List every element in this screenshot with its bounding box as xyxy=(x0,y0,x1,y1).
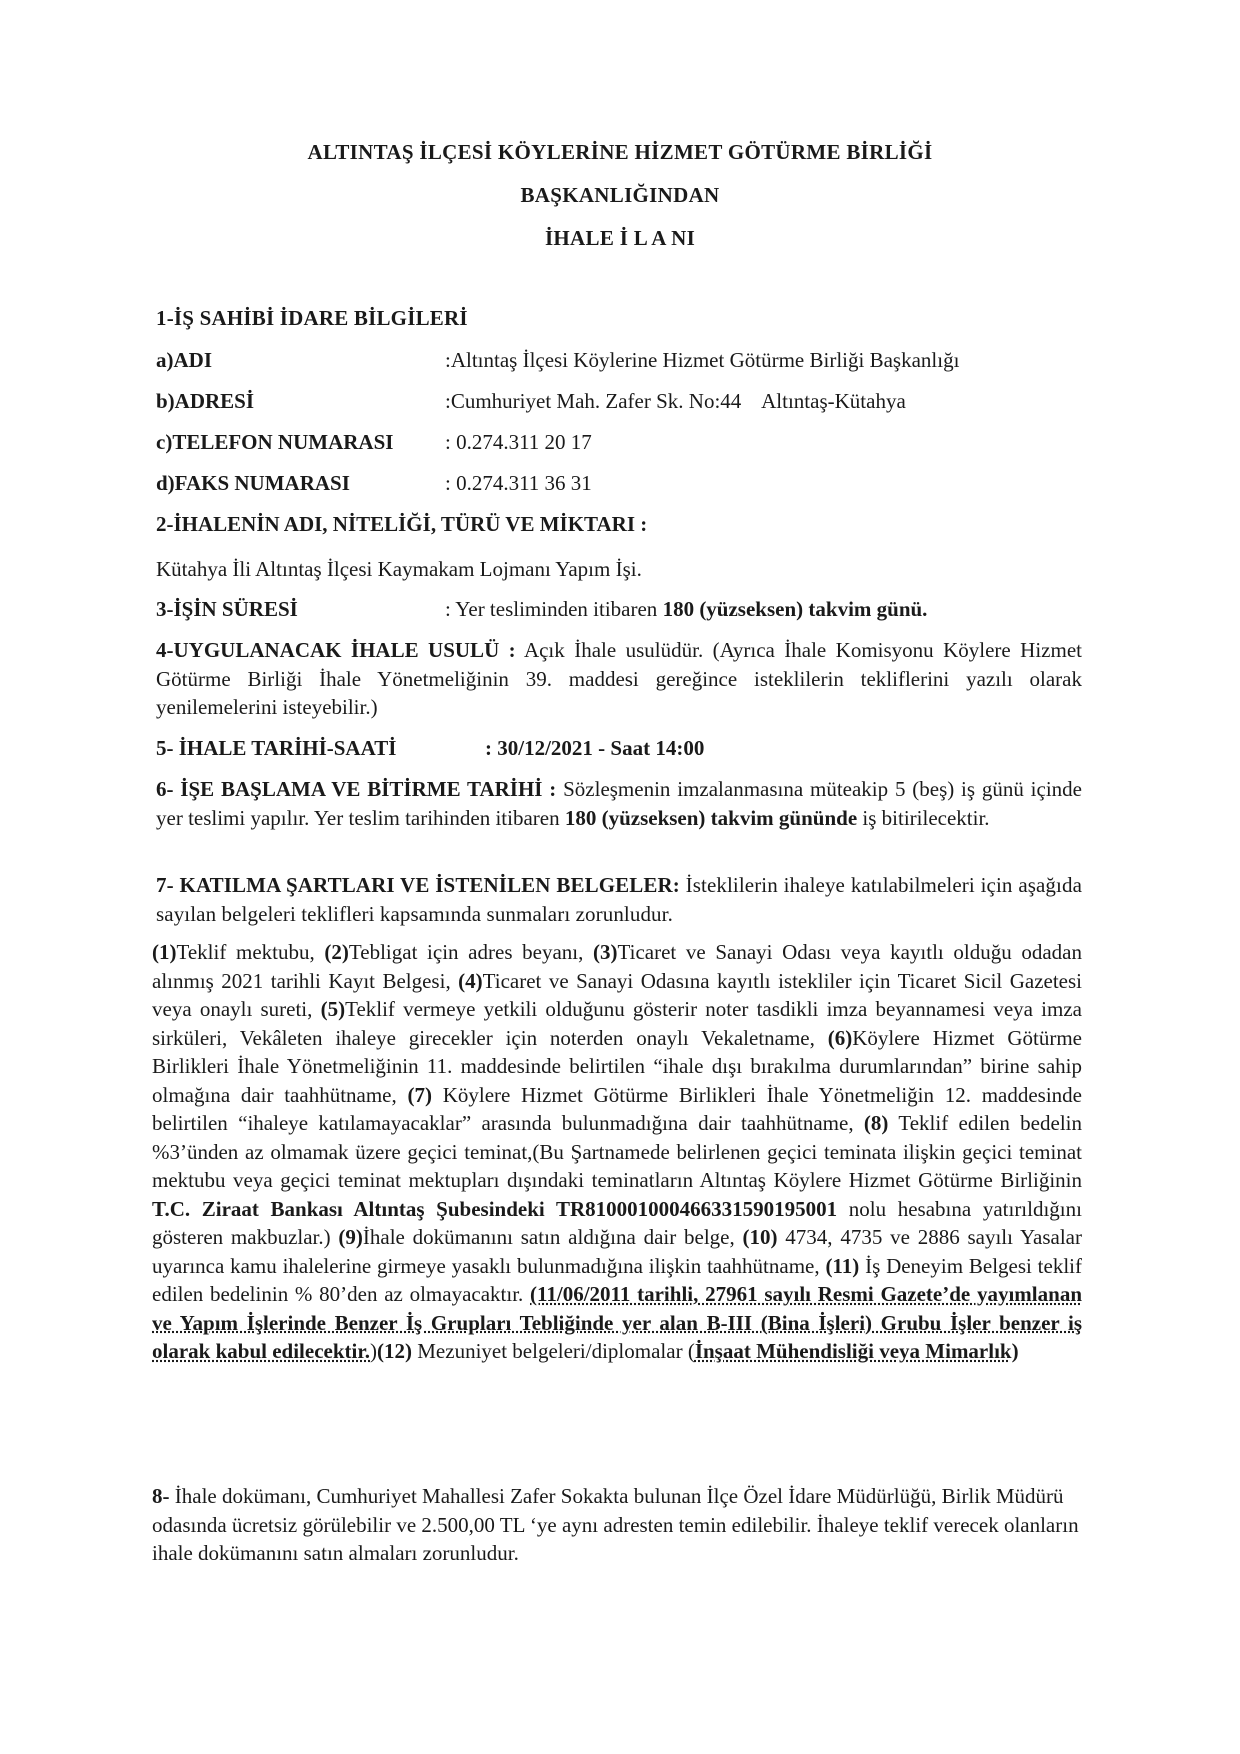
doc-num-5: (5) xyxy=(320,997,346,1021)
doc-num-3: (3) xyxy=(593,940,618,964)
documents-list xyxy=(152,938,1082,1366)
section8-text: İhale dokümanı, Cumhuriyet Mahallesi Zafer Sokakta bulunan İlçe Özel İdare Müdürlüğü, Birlik Müdürü odasında ücretsiz görülebilir ve 2.500,00 TL ‘ye aynı adresten temin edilebilir. İhaleye teklif verecek olanların ihale dokümanını satın almaları zorunludur. xyxy=(152,1484,1079,1565)
doc-text-11-underlined: (11/06/2011 tarihli, 27961 sayılı Resmi Gazete’de yayımlanan ve Yapım İşlerinde Benzer İş Grupları Tebliğinde yer alan B-III (Bina İşleri) Grubu İşler benzer iş olarak kabul edilecektir. xyxy=(152,1282,1082,1363)
section7-paragraph xyxy=(156,871,1082,928)
section3-value-bold: 180 (yüzseksen) takvim günü. xyxy=(662,597,928,621)
doc-text-3: Ticaret ve Sanayi Odası veya kayıtlı olduğu odadan alınmış 2021 tarihli Kayıt Belgesi, xyxy=(152,940,1083,993)
address-label: b)ADRESİ xyxy=(156,389,255,413)
section6-label: 6- İŞE BAŞLAMA VE BİTİRME TARİHİ : xyxy=(156,777,557,801)
section8-label: 8- xyxy=(152,1484,170,1508)
header-line-3: İHALE İ L A NI xyxy=(544,226,696,250)
doc-num-4: (4) xyxy=(458,968,483,993)
name-label: a)ADI xyxy=(156,348,212,372)
section2-title: 2-İHALENİN ADI, NİTELİĞİ, TÜRÜ VE MİKTARI : xyxy=(156,512,648,536)
section6-text-2: iş bitirilecektir. xyxy=(857,805,990,830)
section2-text: Kütahya İli Altıntaş İlçesi Kaymakam Lojmanı Yapım İşi. xyxy=(156,557,642,581)
doc-text-4: Ticaret ve Sanayi Odasına kayıtlı istekliler için Ticaret Sicil Gazetesi veya onaylı sureti, xyxy=(152,968,1082,1021)
section1-title: 1-İŞ SAHİBİ İDARE BİLGİLERİ xyxy=(156,306,468,330)
doc-num-2: (2) xyxy=(324,940,349,964)
address-value: :Cumhuriyet Mah. Zafer Sk. No:44 Altıntaş-Kütahya xyxy=(445,389,906,413)
doc-text-10: 4734, 4735 ve 2886 sayılı Yasalar uyarınca kamu ihalelerine girmeye yasaklı bulunmadığına ilişkin taahhütname, xyxy=(152,1225,1082,1278)
doc-num-8: (8) xyxy=(863,1111,889,1135)
doc-num-11: (11) xyxy=(825,1253,860,1278)
doc-text-8: Teklif edilen bedelin %3’ünden az olmamak üzere geçici teminat,(Bu Şartnamede belirlenen geçici teminata ilişkin geçici teminat mektubu veya geçici teminat mektupları dışındaki teminatların Altıntaş Köylere Hizmet Götürme Birliğinin xyxy=(152,1111,1082,1192)
section4-paragraph xyxy=(156,636,1082,722)
section7-text: İsteklilerin ihaleye katılabilmeleri için aşağıda sayılan belgeleri teklifleri kapsamında sunmaları zorunludur. xyxy=(156,873,1082,926)
doc-num-6: (6) xyxy=(827,1025,853,1050)
doc-text-11-end: ) xyxy=(370,1339,377,1363)
section6-paragraph xyxy=(156,775,1082,832)
doc-text-1: Teklif mektubu, xyxy=(176,940,325,964)
bank-account: T.C. Ziraat Bankası Altıntaş Şubesindeki TR810001000466331590195001 xyxy=(152,1196,838,1221)
section3-value xyxy=(445,597,927,622)
doc-text-2: Tebligat için adres beyanı, xyxy=(348,940,594,964)
doc-num-1: (1) xyxy=(152,940,177,964)
doc-num-7: (7) xyxy=(407,1082,432,1107)
doc-num-9: (9) xyxy=(338,1225,363,1249)
doc-num-12: (12) xyxy=(377,1339,412,1363)
section5-label: 5- İHALE TARİHİ-SAATİ xyxy=(156,736,397,760)
doc-text-5: Teklif vermeye yetkili olduğunu gösterir noter tasdikli imza beyannamesi veya imza sirküleri, Vekâleten ihaleye girecekler için noterden onaylı Vekaletname, xyxy=(152,997,1082,1050)
section3-label: 3-İŞİN SÜRESİ xyxy=(156,597,298,621)
doc-text-12-underlined: İnşaat Mühendisliği veya Mimarlık) xyxy=(694,1339,1019,1363)
doc-text-6: Köylere Hizmet Götürme Birlikleri İhale Yönetmeliğinin 11. maddesinde belirtilen “ihale dışı bırakılma durumlarından” birine sahip olmağına dair taahhütname, xyxy=(152,1025,1082,1107)
doc-text-7: Köylere Hizmet Götürme Birlikleri İhale Yönetmeliğin 12. maddesinde belirtilen “ihaleye katılamayacaklar” arasında bulunmadığına dair taahhütname, xyxy=(152,1082,1082,1135)
fax-value: : 0.274.311 36 31 xyxy=(445,471,592,495)
phone-label: c)TELEFON NUMARASI xyxy=(156,430,394,454)
section5-value: : 30/12/2021 - Saat 14:00 xyxy=(485,736,705,760)
name-value: :Altıntaş İlçesi Köylerine Hizmet Götürme Birliği Başkanlığı xyxy=(445,348,960,372)
section4-label: 4-UYGULANACAK İHALE USULÜ : xyxy=(156,638,516,662)
doc-text-12: Mezuniyet belgeleri/diplomalar ( xyxy=(412,1339,695,1363)
doc-text-8b: nolu hesabına yatırıldığını gösteren makbuzlar.) xyxy=(152,1196,1082,1249)
section6-text-1: Sözleşmenin imzalanmasına müteakip 5 (beş) iş günü içinde yer teslimi yapılır. Yer teslim tarihinden itibaren xyxy=(156,777,1082,830)
section6-duration: 180 (yüzseksen) takvim gününde xyxy=(564,805,858,830)
header-line-2: BAŞKANLIĞINDAN xyxy=(520,183,720,207)
phone-value: : 0.274.311 20 17 xyxy=(445,430,592,454)
fax-label: d)FAKS NUMARASI xyxy=(156,471,350,495)
doc-num-10: (10) xyxy=(742,1225,778,1249)
header-line-1: ALTINTAŞ İLÇESİ KÖYLERİNE HİZMET GÖTÜRME BİRLİĞİ xyxy=(307,140,933,164)
section7-label: 7- KATILMA ŞARTLARI VE İSTENİLEN BELGELER: xyxy=(156,873,680,897)
doc-text-9: İhale dokümanını satın aldığına dair belge, xyxy=(362,1225,743,1249)
section3-value-plain: : Yer tesliminden itibaren xyxy=(445,597,663,621)
doc-text-11: İş Deneyim Belgesi teklif edilen bedelinin % 80’den az olmayacaktır. xyxy=(152,1253,1082,1306)
section4-text: Açık İhale usulüdür. (Ayrıca İhale Komisyonu Köylere Hizmet Götürme Birliği İhale Yönetmeliğinin 39. maddesi gereğince isteklilerin tekliflerini yazılı olarak yenilemelerini isteyebilir.) xyxy=(156,638,1082,719)
section8-paragraph xyxy=(152,1482,1082,1568)
